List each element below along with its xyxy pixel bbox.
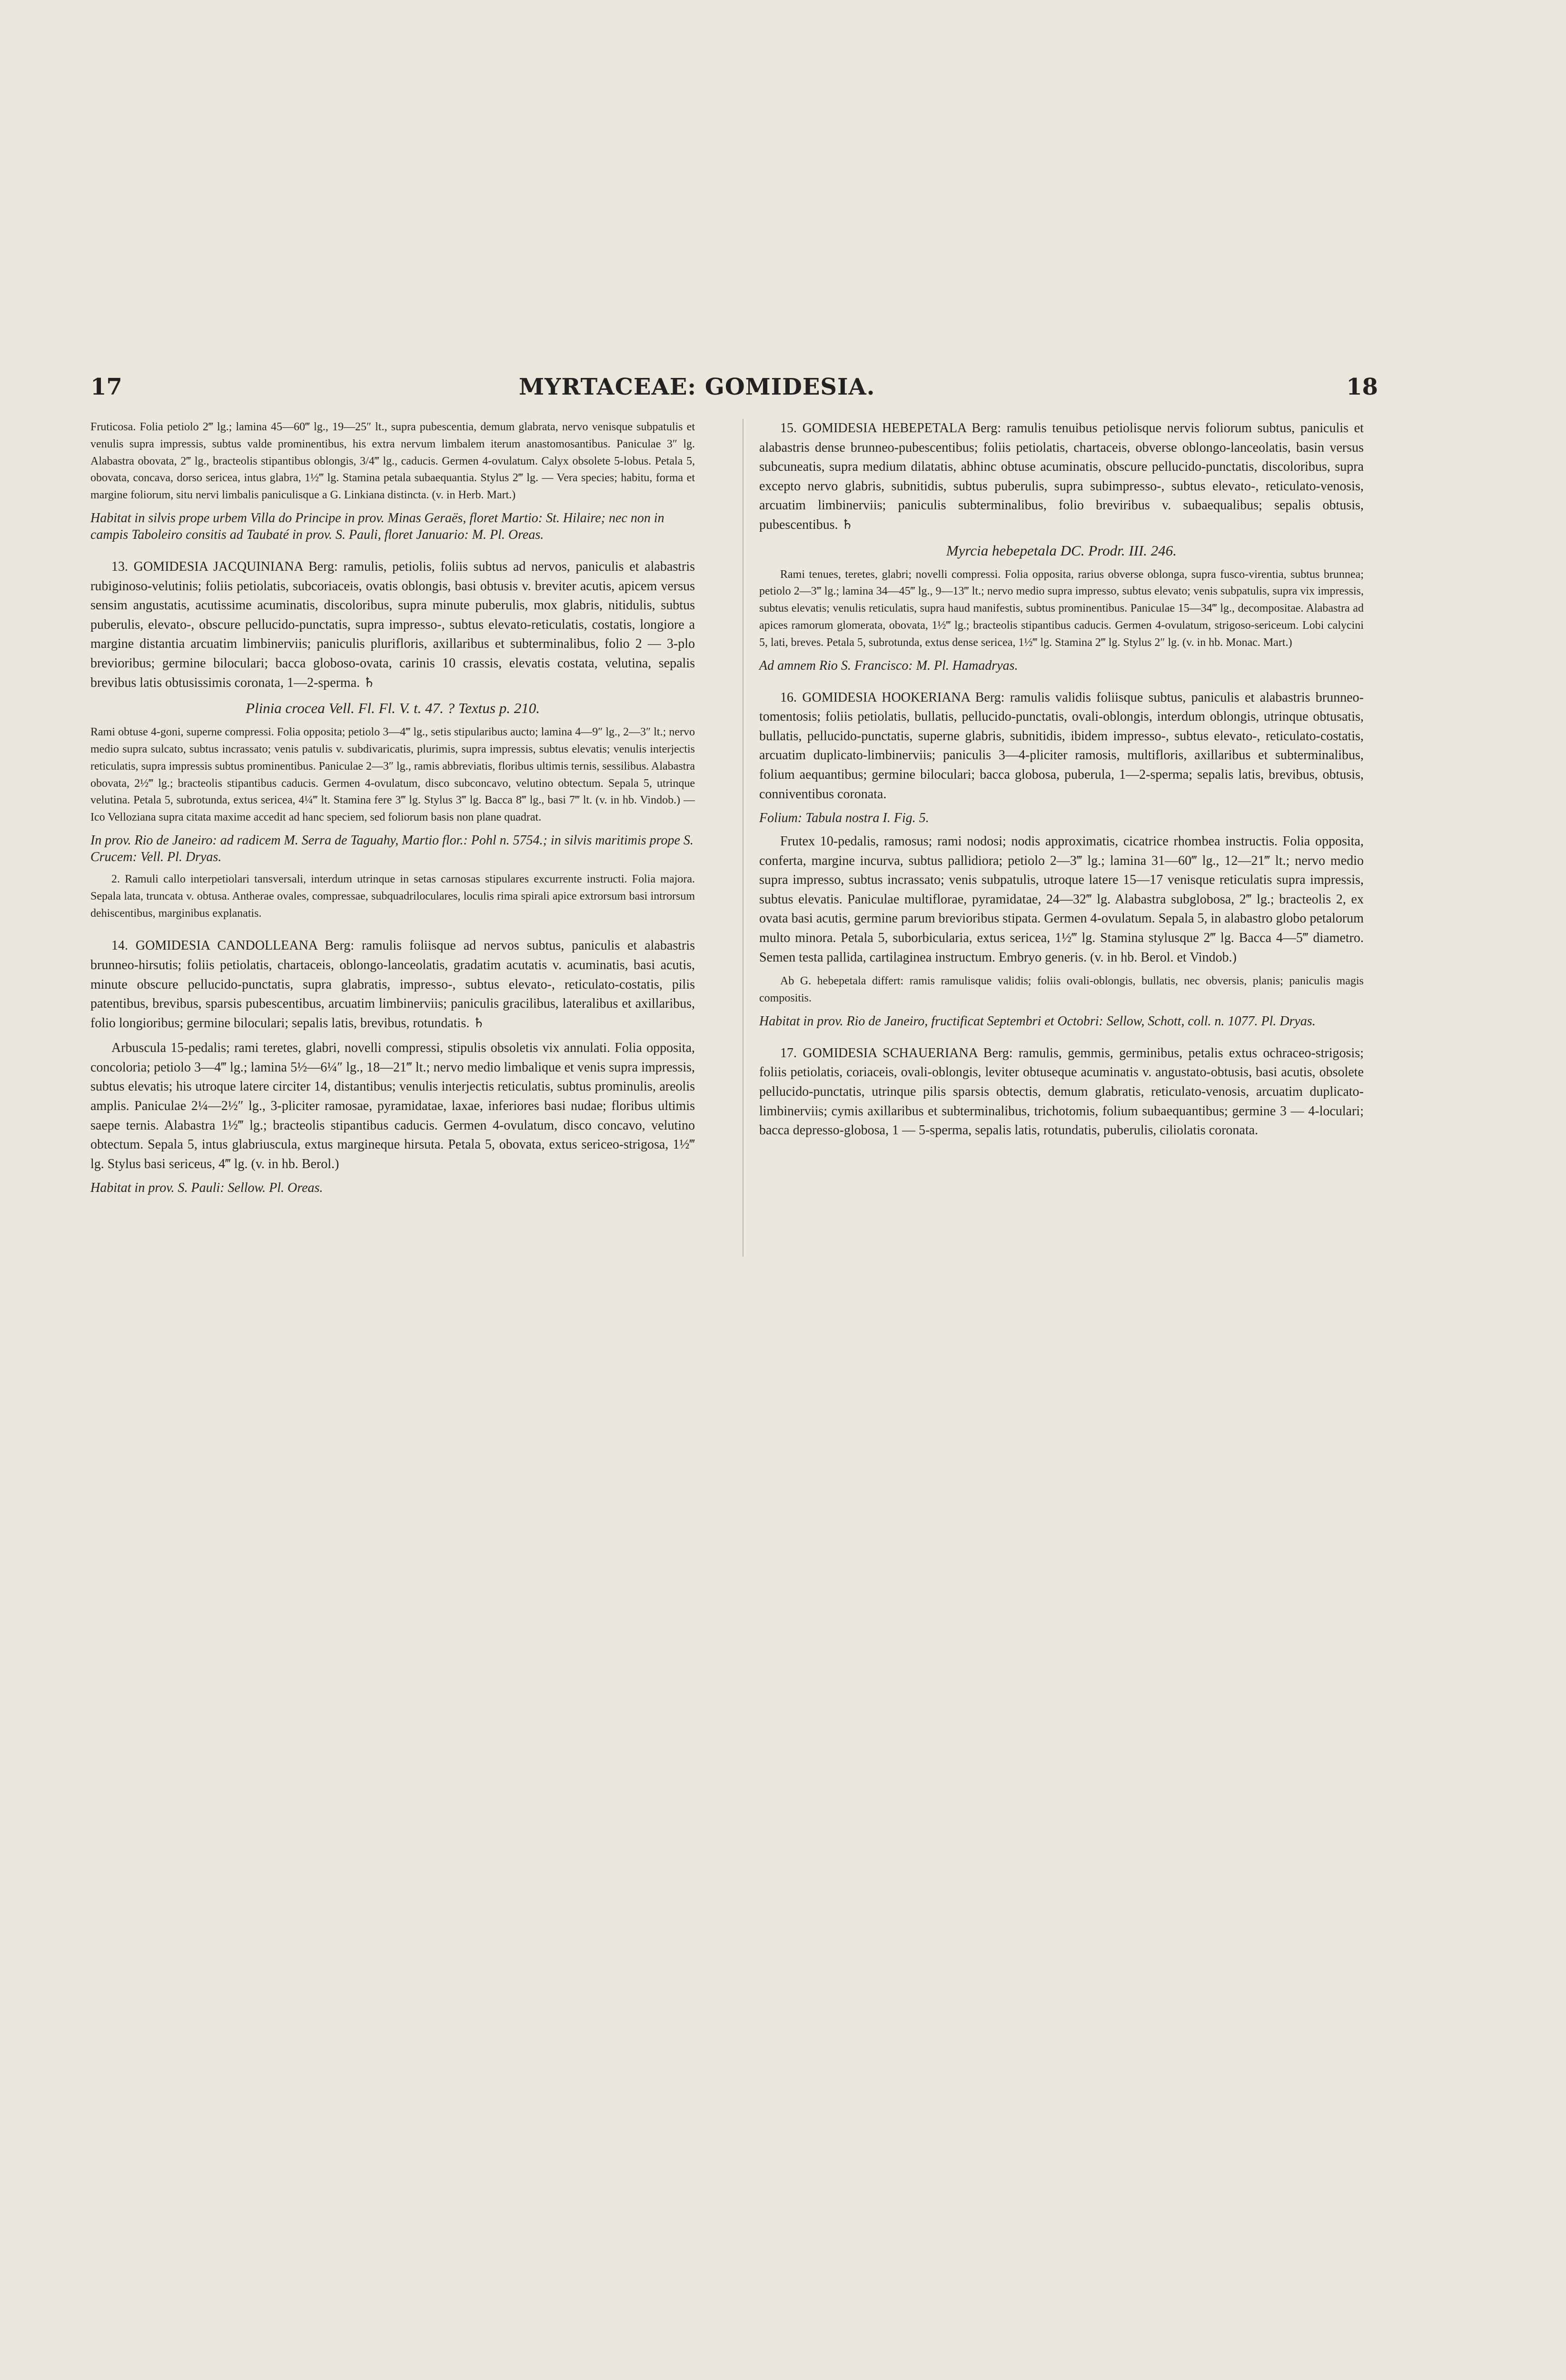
species-16-comparison: Ab G. hebepetala differt: ramis ramulisque validis; foliis ovali-oblongis, bullatis, nec obversis, planis; paniculis magis compositis. [759, 975, 1364, 1005]
species-13-description: Rami obtuse 4-goni, superne compressi. Folia opposita; petiolo 3—4‴ lg., setis stipularibus aucto; lamina 4—9″ lg., 2—3″ lt.; nervo medio supra sulcato, subtus incrassato; venis patulis v. subdivaricatis, plurimis, supra impressis, subtus elevatis; venulis interjectis reticulatis, supra impressis subtus prominentibus. Paniculae 2—3″ lg., ramis abbreviatis, floribus ultimis ternis, sessilibus. Alabastra obovata, 2½‴ lg.; bracteolis stipantibus caducis. Germen 4-ovulatum, disco subconcavo, velutino obtectum. Sepala 5, utrinque velutina. Petala 5, subrotunda, extus sericea, 4¼‴ lt. Stamina fere 3‴ lg. Stylus 3‴ lg. Bacca 8‴ lg., basi 7‴ lt. (v. in hb. Vindob.) — Ico Velloziana supra citata maxime accedit ad hanc speciem, sed foliorum basis non plane quadrat. [90, 726, 695, 824]
species-15-diagnosis: 15. GOMIDESIA HEBEPETALA Berg: ramulis tenuibus petiolisque nervis foliorum subtus, paniculis et alabastris dense brunneo-pubescentibus; foliis petiolatis, chartaceis, obverse oblongo-lanceolatis, basin versus subcuneatis, supra medium dilatatis, abhinc obtuse acuminatis, obscure pellucido-punctatis, discoloribus, supra excepto nervo glabris, subnitidis, subtus puberulis, supra subimpresso-, subtus elevato-, reticulato-venosis, arcuatim limbinerviis; paniculis subterminalibus, folio breviribus v. subaequalibus; sepalis obtusis, pubescentibus. ♄ [759, 421, 1364, 532]
fruticosa-description: Fruticosa. Folia petiolo 2‴ lg.; lamina 45—60‴ lg., 19—25″ lt., supra pubescentia, demum glabrata, nervo venisque subpatulis et venulis supra impressis, subtus valde prominentibus, his extra nervum limbalem iterum anastomosantibus. Paniculae 3″ lg. Alabastra obovata, 2‴ lg., bracteolis stipantibus oblongis, 3/4‴ lg., caducis. Germen 4-ovulatum. Calyx obsolete 5-lobus. Petala 5, obovata, concava, dorso sericea, intus glabra, 1½‴ lg. Stamina petala subaequantia. Stylus 2‴ lg. — Vera species; habitu, forma et margine foliorum, situ nervi limbalis paniculisque a G. Linkiana distincta. (v. in Herb. Mart.) [90, 421, 695, 502]
page-header [90, 374, 1378, 407]
species-13-synonym: Plinia crocea Vell. Fl. Fl. V. t. 47. ? Textus p. 210. [246, 700, 540, 717]
left-column [90, 419, 695, 1196]
species-17-diagnosis: 17. GOMIDESIA SCHAUERIANA Berg: ramulis, gemmis, germinibus, petalis extus ochraceo-strigosis; foliis petiolatis, coriaceis, ovali-oblongis, leviter obtuseque acuminatis v. angustato-obtusis, basi acutis, obsolete pellucido-punctatis, utrinque pilis sparsis obtectis, demum glabratis, reticulato-venosis, arcuatim duplicato-limbinerviis; cymis axillaribus et subterminalibus, trichotomis, folium subaequantibus; germine 3 — 4-loculari; bacca depresso-globosa, 1 — 5-sperma, sepalis latis, rotundatis, puberulis, ciliolatis coronata. [759, 1045, 1364, 1138]
species-16-diagnosis: 16. GOMIDESIA HOOKERIANA Berg: ramulis validis foliisque subtus, paniculis et alabastris brunneo-tomentosis; foliis petiolatis, bullatis, pellucido-punctatis, ovali-oblongis, interdum oblongis, utrinque obtusatis, bullatis, pellucido-punctatis, superne glabris, subnitidis, ibidem impresso-, subtus elevato-, reticulato-costatis, arcuatim duplicato-limbinerviis; paniculis 3—4-pliciter ramosis, multifloris, axillaribus et subterminalibus, folium aequantibus; germine biloculari; bacca globosa, puberula, 1—2-sperma; sepalis latis, brevibus, obtusis, conniventibus coronata. [759, 690, 1364, 802]
species-13-diagnosis: 13. GOMIDESIA JACQUINIANA Berg: ramulis, petiolis, foliis subtus ad nervos, paniculis et alabastris rubiginoso-velutinis; foliis petiolatis, subcoriaceis, ovatis oblongis, basi obtusis v. breviter acutis, apicem versus sensim angustatis, acutissime acuminatis, discoloribus, supra minute puberulis, mox glabris, nitidulis, subtus puberulis, elevato-, obscure pellucido-punctatis, supra impresso-, subtus elevato-reticulatis, costatis, longiore a margine distantia arcuatim limbinerviis; paniculis plurifloris, axillaribus et subterminalibus, folio 2 — 3-plo brevioribus; germine biloculari; bacca globoso-ovata, carinis 10 crassis, elevatis costata, velutina, sepalis brevibus latis obtusissimis coronata, 1—2-sperma. ♄ [90, 559, 695, 690]
section-2-note: 2. Ramuli callo interpetiolari tansversali, interdum utrinque in setas carnosas stipulares excurrente instructi. Folia majora. Sepala lata, truncata v. obtusa. Antherae ovales, compressae, subquadriloculares, loculis rima spirali apice extrorsum basi introrsum dehiscentibus, marginibus explanatis. [90, 873, 695, 920]
species-15-synonym: Myrcia hebepetala DC. Prodr. III. 246. [946, 542, 1177, 559]
right-column [759, 419, 1364, 1140]
right-page-number: 18 [1346, 374, 1378, 400]
habitat-note: Habitat in silvis prope urbem Villa do Principe in prov. Minas Geraës, floret Martio: St. Hilaire; nec non in campis Taboleiro consitis ad Taubaté in prov. S. Pauli, floret Januario: M. Pl. Oreas. [90, 510, 664, 542]
species-16-figure-ref: Folium: Tabula nostra I. Fig. 5. [759, 811, 929, 826]
left-page-number: 17 [90, 374, 122, 400]
species-14-habitat: Habitat in prov. S. Pauli: Sellow. Pl. Oreas. [90, 1180, 323, 1196]
species-14-description: Arbuscula 15-pedalis; rami teretes, glabri, novelli compressi, stipulis obsoletis vix annulati. Folia opposita, concoloria; petiolo 3—4‴ lg.; lamina 5½—6¼″ lg., 18—21‴ lt.; nervo medio limbalique et venis supra impressis, subtus elevatis; his utroque latere circiter 14, distantibus; venulis interjectis reticulatis, subtus prominulis, areolis amplis. Paniculae 2¼—2½″ lg., 3-pliciter ramosae, pyramidatae, laxae, inferiores basi nudae; floribus ultimis saepe ternis. Alabastra 1½‴ lg.; bracteolis stipantibus caducis. Germen 4-ovulatum, disco concavo, velutino obtectum. Sepala 5, intus glabriuscula, extus margineque hirsuta. Petala 5, obovata, extus sericeo-strigosa, 1½‴ lg. Stylus basi sericeus, 4‴ lg. (v. in hb. Berol.) [90, 1041, 695, 1171]
species-15-habitat: Ad amnem Rio S. Francisco: M. Pl. Hamadryas. [759, 658, 1018, 673]
species-16-habitat: Habitat in prov. Rio de Janeiro, fructificat Septembri et Octobri: Sellow, Schott, coll. n. 1077. Pl. Dryas. [759, 1013, 1316, 1029]
species-14-diagnosis: 14. GOMIDESIA CANDOLLEANA Berg: ramulis foliisque ad nervos subtus, paniculis et alabastris brunneo-hirsutis; foliis petiolatis, chartaceis, oblongo-lanceolatis, gradatim acutatis v. acuminatis, basi acutis, minute obscure pellucido-punctatis, supra glabratis, impresso-, subtus elevato-, reticulato-costatis, pilis patentibus, brevibus, sparsis pubescentibus, arcuatim limbinerviis; paniculis gracilibus, lateralibus et axillaribus, folio longioribus; germine biloculari; sepalis latis, brevibus, rotundatis. ♄ [90, 938, 695, 1031]
species-13-habitat: In prov. Rio de Janeiro: ad radicem M. Serra de Taguahy, Martio flor.: Pohl n. 5754.; in silvis maritimis prope S. Crucem: Vell. Pl. Dryas. [90, 833, 694, 864]
species-16-description: Frutex 10-pedalis, ramosus; rami nodosi; nodis approximatis, cicatrice rhombea instructis. Folia opposita, conferta, margine incurva, subtus pallidiora; petiolo 2—3‴ lg.; lamina 31—60‴ lg., 12—21‴ lt.; nervo medio supra impresso, subtus incrassato; venis subpatulis, utroque latere 15—17 venisque reticulatis supra impressis, subtus elevatis. Paniculae multiflorae, pyramidatae, 24—32‴ lg. Alabastra subglobosa, 2‴ lg.; bracteolis 2, ex ovata basi acutis, germine parum brevioribus stipata. Germen 4-ovulatum. Sepala 5, in alabastro globo petalorum multo minora. Petala 5, suborbicularia, extus sericea, 1½‴ lg. Stamina stylusque 2‴ lg. Bacca 4—5‴ diametro. Semen testa pallida, cartilaginea instructum. Embryo generis. (v. in hb. Berol. et Vindob.) [759, 834, 1364, 965]
species-15-description: Rami tenues, teretes, glabri; novelli compressi. Folia opposita, rarius obverse oblonga, supra fusco-virentia, subtus brunnea; petiolo 2—3‴ lg.; lamina 34—45‴ lg., 9—13‴ lt.; nervo medio supra impresso, subtus elevato; venis subpatulis, supra vix impressis, subtus elevatis; venulis reticulatis, supra haud manifestis, subtus prominentibus. Paniculae 15—34‴ lg., decompositae. Alabastra ad apices ramorum glomerata, obovata, 1½‴ lg.; bracteolis stipantibus caducis. Germen 4-ovulatum, strigoso-sericeum. Lobi calycini 5, lati, breves. Petala 5, subrotunda, extus dense sericea, 1½‴ lg. Stamina 2‴ lg. Stylus 2″ lg. (v. in hb. Monac. Mart.) [759, 568, 1364, 649]
running-head: MYRTACEAE: GOMIDESIA. [519, 374, 875, 400]
